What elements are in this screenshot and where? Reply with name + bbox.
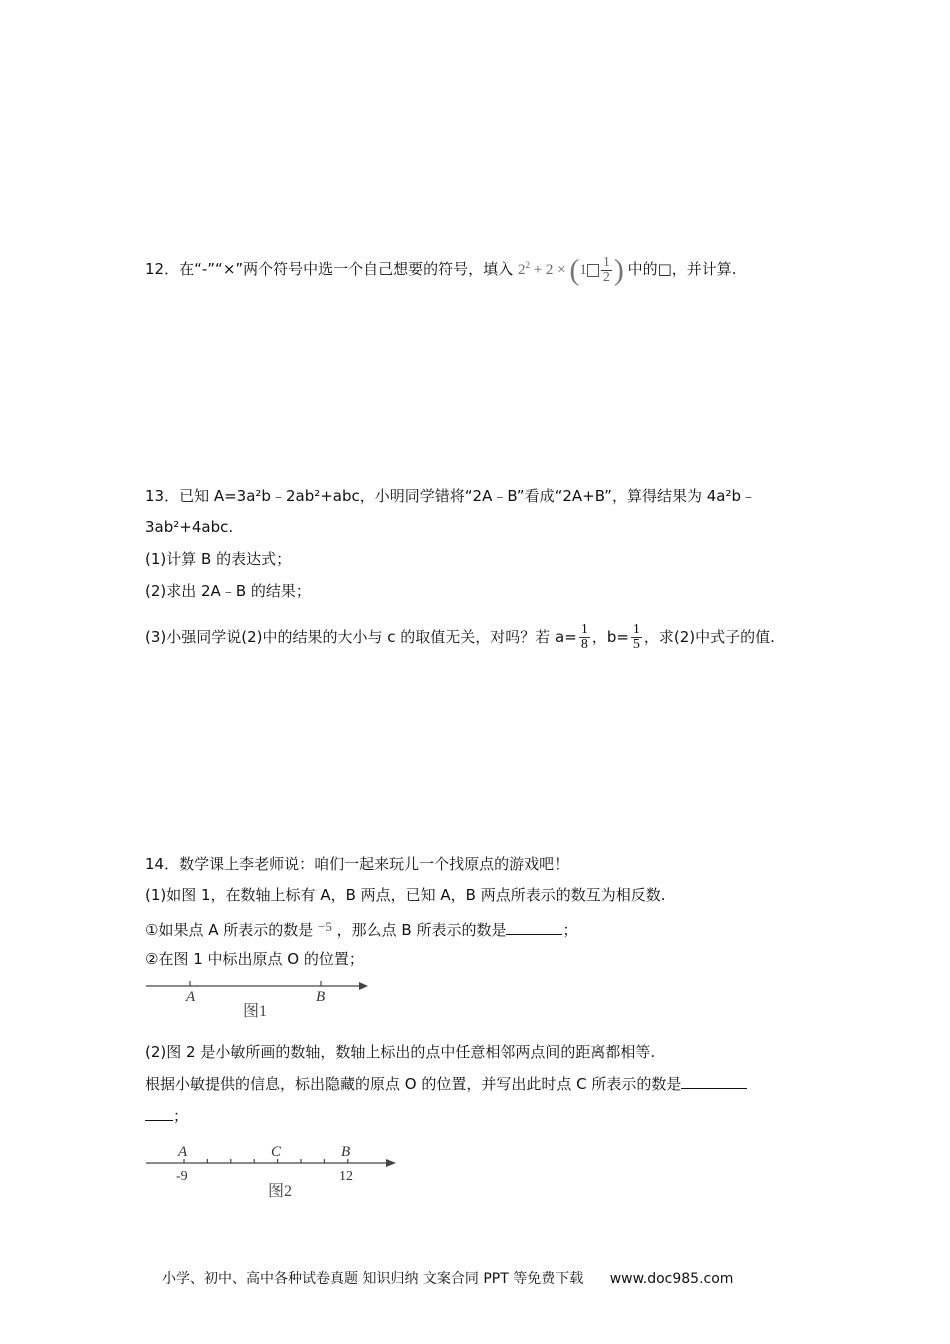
- label-c: C: [271, 1144, 282, 1160]
- q14-part2c: ；: [145, 1105, 188, 1127]
- footer-text: 小学、初中、高中各种试卷真题 知识归纳 文案合同 PPT 等免费下载: [162, 1271, 584, 1287]
- q13-line1: 13．已知 A=3a²b﹣2ab²+abc，小明同学错将“2A﹣B”看成“2A+B”，算得结果为 4a²b﹣: [145, 487, 756, 505]
- q14-intro: 14．数学课上李老师说：咱们一起来玩儿一个找原点的游戏吧！: [145, 855, 570, 873]
- label-a: A: [186, 989, 196, 1005]
- label-b: B: [316, 989, 326, 1005]
- footer: [162, 1268, 733, 1288]
- q14-sub1: ①如果点 A 所表示的数是 −5 ，那么点 B 所表示的数是 ；: [145, 919, 578, 939]
- q12-suffix: 中的□，并计算.: [627, 260, 737, 278]
- question-12: [145, 254, 737, 285]
- value-a: -9: [176, 1169, 188, 1184]
- q13-part2: (2)求出 2A﹣B 的结果；: [145, 582, 311, 600]
- q14-sub2: ②在图 1 中标出原点 O 的位置；: [145, 950, 364, 968]
- fig2-caption: 图2: [268, 1183, 293, 1200]
- figure-1: [140, 978, 380, 1026]
- q14-part2: (2)图 2 是小敏所画的数轴，数轴上标出的点中任意相邻两点间的距离都相等.: [145, 1043, 656, 1061]
- value-b: 12: [339, 1169, 353, 1184]
- fig1-caption: 图1: [243, 1003, 268, 1020]
- label-a: A: [178, 1144, 188, 1160]
- answer-blank[interactable]: [506, 920, 562, 935]
- label-b: B: [341, 1144, 351, 1160]
- arrow-icon: [386, 1159, 396, 1167]
- frac-b: $\frac{1}{5}$: [632, 622, 640, 652]
- q14-part2b: 根据小敏提供的信息，标出隐藏的原点 O 的位置，并写出此时点 C 所表示的数是: [145, 1073, 747, 1095]
- answer-blank-c[interactable]: [681, 1074, 747, 1089]
- q12-prefix: 12．在“-”“×”两个符号中选一个自己想要的符号，填入: [145, 260, 514, 278]
- footer-url[interactable]: www.doc985.com: [609, 1271, 734, 1287]
- q12-expression: $2^2 + 2 \times (1$ $\frac{1}{2}$ ): [517, 253, 624, 287]
- frac-a: $\frac{1}{8}$: [580, 622, 588, 652]
- figure-2: [140, 1140, 405, 1202]
- blank-box-icon: [587, 264, 599, 277]
- q13-part3: (3)小强同学说(2)中的结果的大小与 c 的取值无关，对吗？若 a= $\frac{1}{8}$ ，b= $\frac{1}{5}$ ，求(2)中式子的值.: [145, 622, 775, 652]
- q13-line2: 3ab²+4abc.: [145, 518, 234, 536]
- q14-part1: (1)如图 1，在数轴上标有 A，B 两点，已知 A，B 两点所表示的数互为相反数.: [145, 886, 666, 904]
- q13-part1: (1)计算 B 的表达式；: [145, 550, 292, 568]
- answer-blank-c-cont[interactable]: [145, 1106, 173, 1121]
- arrow-icon: [359, 982, 368, 990]
